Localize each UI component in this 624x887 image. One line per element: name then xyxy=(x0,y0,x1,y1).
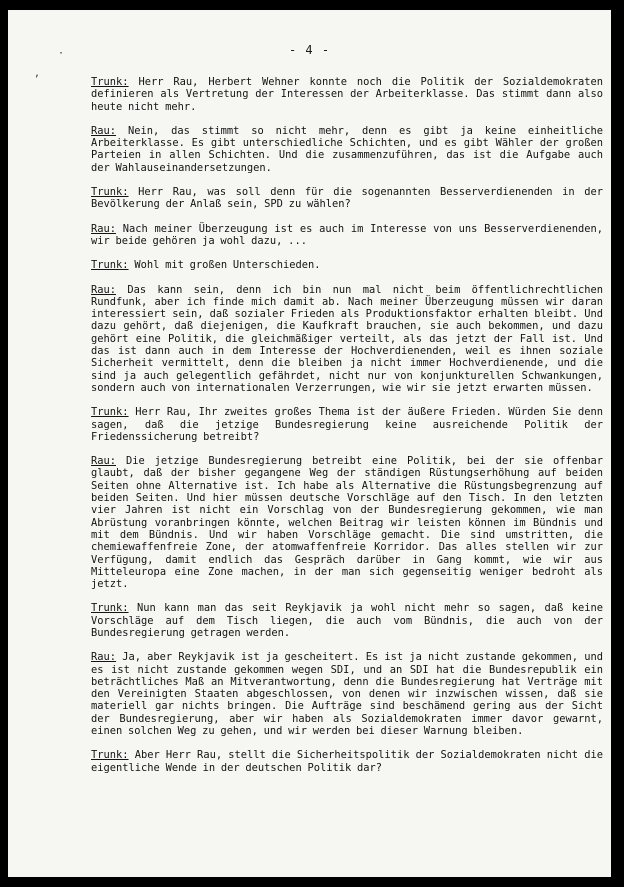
transcript-body xyxy=(91,76,603,786)
paragraph-text: Nein, das stimmt so nicht mehr, denn es gibt ja keine einheitliche Arbeiterklasse. Es gibt unterschiedliche Schichten, und es gibt Wähler der großen Parteien in allen Schichten. Und die zusammenzuführen, das ist die Aufgabe auch der Wahlauseinandersetzungen. xyxy=(91,124,603,174)
margin-mark: · xyxy=(58,48,65,59)
transcript-paragraph xyxy=(91,259,603,271)
transcript-paragraph xyxy=(91,284,603,395)
document-page xyxy=(8,10,611,877)
paragraph-text: Nun kann man das seit Reykjavik ja wohl nicht mehr so sagen, daß keine Vorschläge auf dem Tisch liegen, die auch vom Bündnis, die auch von der Bundesregierung getragen werden. xyxy=(91,602,603,639)
transcript-paragraph xyxy=(91,186,603,211)
transcript-paragraph xyxy=(91,602,603,639)
speaker-label: Rau: xyxy=(91,651,117,664)
speaker-label: Rau: xyxy=(91,222,117,235)
paragraph-text: Wohl mit großen Unterschieden. xyxy=(134,259,321,272)
transcript-paragraph xyxy=(91,749,603,774)
speaker-label: Trunk: xyxy=(91,602,129,615)
margin-mark: , xyxy=(34,68,41,79)
speaker-label: Trunk: xyxy=(91,186,129,199)
speaker-label: Trunk: xyxy=(91,406,129,419)
speaker-label: Trunk: xyxy=(91,76,129,88)
paragraph-text: Ja, aber Reykjavik ist ja gescheitert. Es ist ja nicht zustande gekommen, und es ist nicht zustande gekommen wegen SDI, und an SDI hat die Bundesrepublik ein beträchtliches Maß an Mitverantwortung, denn die Bundesregierung hat Verträge mit den Vereinigten Staaten abgeschlossen, von denen wir inzwischen wissen, daß sie materiell gar nichts bringen. Die Aufträge sind beschämend gering aus der Sicht der Bundesregierung, aber wir haben als Sozialdemokraten immer davor gewarnt, einen solchen Weg zu gehen, und wir werden bei dieser Warnung bleiben. xyxy=(91,651,603,738)
paragraph-text: Die jetzige Bundesregierung betreibt eine Politik, bei der sie offenbar glaubt, daß der bisher gegangene Weg der ständigen Rüstungserhöhung auf beiden Seiten ohne Alternative ist. Ich habe als Alternative die Rüstungsbegrenzung auf beiden Seiten. Und hier müssen deutsche Vorschläge auf den Tisch. In den letzten vier Jahren ist nicht ein Vorschlag von der Bundesregierung gekommen, wie man Abrüstung voranbringen könnte, welchen Beitrag wir leisten können im Bündnis und mit dem Bündnis. Und wir haben Vorschläge gemacht. Die sind umstritten, die chemiewaffenfreie Zone, der atomwaffenfreie Korridor. Das alles stellen wir zur Verfügung, damit endlich das Gespräch darüber in Gang kommt, wie wir aus Mitteleuropa eine Zone machen, in der man sich gegenseitig weniger bedroht als jetzt. xyxy=(91,455,603,591)
speaker-label: Rau: xyxy=(91,283,117,296)
transcript-paragraph xyxy=(91,223,603,248)
speaker-label: Rau: xyxy=(91,124,117,137)
transcript-paragraph xyxy=(91,76,603,113)
transcript-paragraph xyxy=(91,455,603,590)
transcript-paragraph xyxy=(91,125,603,174)
paragraph-text: Das kann sein, denn ich bin nun mal nicht beim öffentlichrechtlichen Rundfunk, aber ich finde mich damit ab. Nach meiner Überzeugung müssen wir daran interessiert sein, daß sozialer Frieden als Produktionsfaktor erhalten bleibt. Und dazu gehört, daß diejenigen, die Kaufkraft brauchen, sie auch bekommen, und dazu gehört eine Politik, die gleichmäßiger verteilt, als das jetzt der Fall ist. Und das ist dann auch in dem Interesse der Hochverdienenden, weil es ihnen soziale Sicherheit vermittelt, denn die bleiben ja nicht immer Hochverdienende, und die sind ja auch gelegentlich gefährdet, nicht nur von konjunkturellen Schwankungen, sondern auch von internationalen Verzerrungen, wie wir sie jetzt erwarten müssen. xyxy=(91,283,603,394)
speaker-label: Trunk: xyxy=(91,749,129,762)
transcript-paragraph xyxy=(91,406,603,443)
transcript-paragraph xyxy=(91,651,603,737)
speaker-label: Rau: xyxy=(91,455,117,468)
paragraph-text: Nach meiner Überzeugung ist es auch im Interesse von uns Besserverdienenden, wir beide gehören ja wohl dazu, ... xyxy=(91,222,603,247)
paragraph-text: Aber Herr Rau, stellt die Sicherheitspolitik der Sozialdemokraten nicht die eigentliche Wende in der deutschen Politik dar? xyxy=(91,749,603,774)
paragraph-text: Herr Rau, Ihr zweites großes Thema ist der äußere Frieden. Würden Sie denn sagen, daß die jetzige Bundesregierung keine ausreichende Politik der Friedenssicherung betreibt? xyxy=(91,406,604,443)
paragraph-text: Herr Rau, Herbert Wehner konnte noch die Politik der Sozialdemokraten definieren als Vertretung der Interessen der Arbeiterklasse. Das stimmt dann also heute nicht mehr. xyxy=(91,76,603,113)
paragraph-text: Herr Rau, was soll denn für die sogenannten Besserverdienenden in der Bevölkerung der Anlaß sein, SPD zu wählen? xyxy=(91,186,603,211)
speaker-label: Trunk: xyxy=(91,259,129,272)
page-number: - 4 - xyxy=(288,43,331,57)
